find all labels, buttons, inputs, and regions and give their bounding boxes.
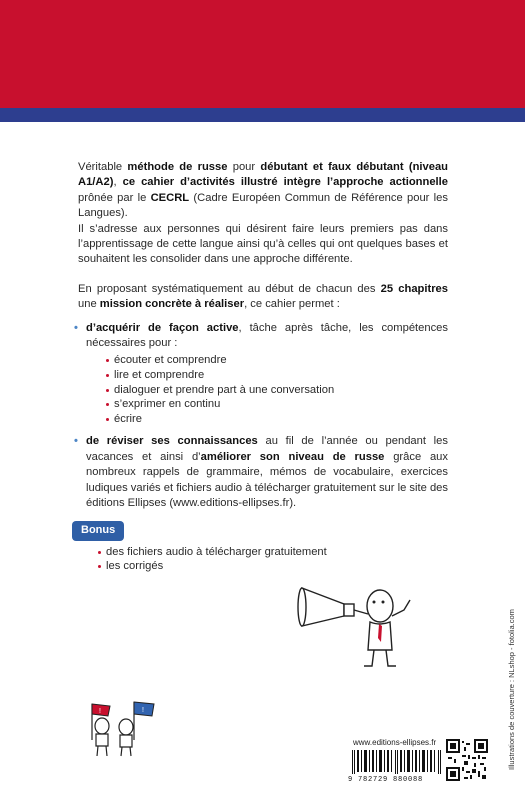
- list-item: des fichiers audio à télécharger gratuitement: [98, 545, 448, 560]
- megaphone-character-illustration: [292, 580, 422, 670]
- intro-paragraph-3: En proposant systématiquement au début de chacun des 25 chapitres une mission concrète à réaliser, ce cahier permet :: [78, 282, 449, 311]
- list-item: lire et comprendre: [106, 368, 448, 383]
- skills-list: [86, 353, 448, 426]
- bullet-dot-icon: •: [74, 435, 78, 448]
- bonus-list: [78, 545, 448, 574]
- intro-paragraph-2: Il s’adresse aux personnes qui désirent faire leurs premiers pas dans l’apprentissage de cette langue ainsi qu’à celles qui ont quelques bases et souhaitent les consolider dans une approche différente.: [78, 222, 448, 266]
- svg-text:!: !: [99, 708, 101, 715]
- intro-paragraph-1: Véritable méthode de russe pour débutant et faux débutant (niveau A1/A2), ce cahier d’activités illustré intègre l’approche actionnelle prônée par le CECRL (Cadre Européen Commun de Référence pour les Langues).: [78, 161, 449, 220]
- list-item: les corrigés: [98, 559, 448, 574]
- blue-stripe: [0, 108, 525, 122]
- isbn-number: 9 782729 880088: [348, 776, 424, 784]
- list-item: écouter et comprendre: [106, 353, 448, 368]
- back-cover-text: [74, 160, 449, 574]
- qr-code: [446, 739, 488, 781]
- flag-bearers-illustration: [70, 700, 170, 758]
- bullet-dot-icon: •: [74, 321, 78, 334]
- list-item: dialoguer et prendre part à une conversation: [106, 383, 448, 398]
- list-item: écrire: [106, 412, 448, 427]
- list-item: s’exprimer en continu: [106, 397, 448, 412]
- barcode: [352, 750, 442, 774]
- bullet-revise: • de réviser ses connaissances au fil de l’année ou pendant les vacances et ainsi d’améliorer son niveau de russe grâce aux nombreux rappels de grammaire, mémos de vocabulaire, exercices ludiques variés et fichiers audio à télécharger gratuitement sur le site des éditions Ellipses (www.editions-ellipses.fr).: [74, 435, 448, 510]
- bonus-badge: Bonus: [72, 521, 124, 540]
- top-red-band: [0, 0, 525, 108]
- bullet-acquire: • d’acquérir de façon active, tâche après tâche, les compétences nécessaires pour : écouter et comprendre lire et comprendre dialoguer et prendre part à une conversation s’exprimer en continu écrire: [74, 321, 449, 425]
- svg-text:!: !: [142, 707, 144, 714]
- publisher-website: www.editions-ellipses.fr: [353, 738, 437, 747]
